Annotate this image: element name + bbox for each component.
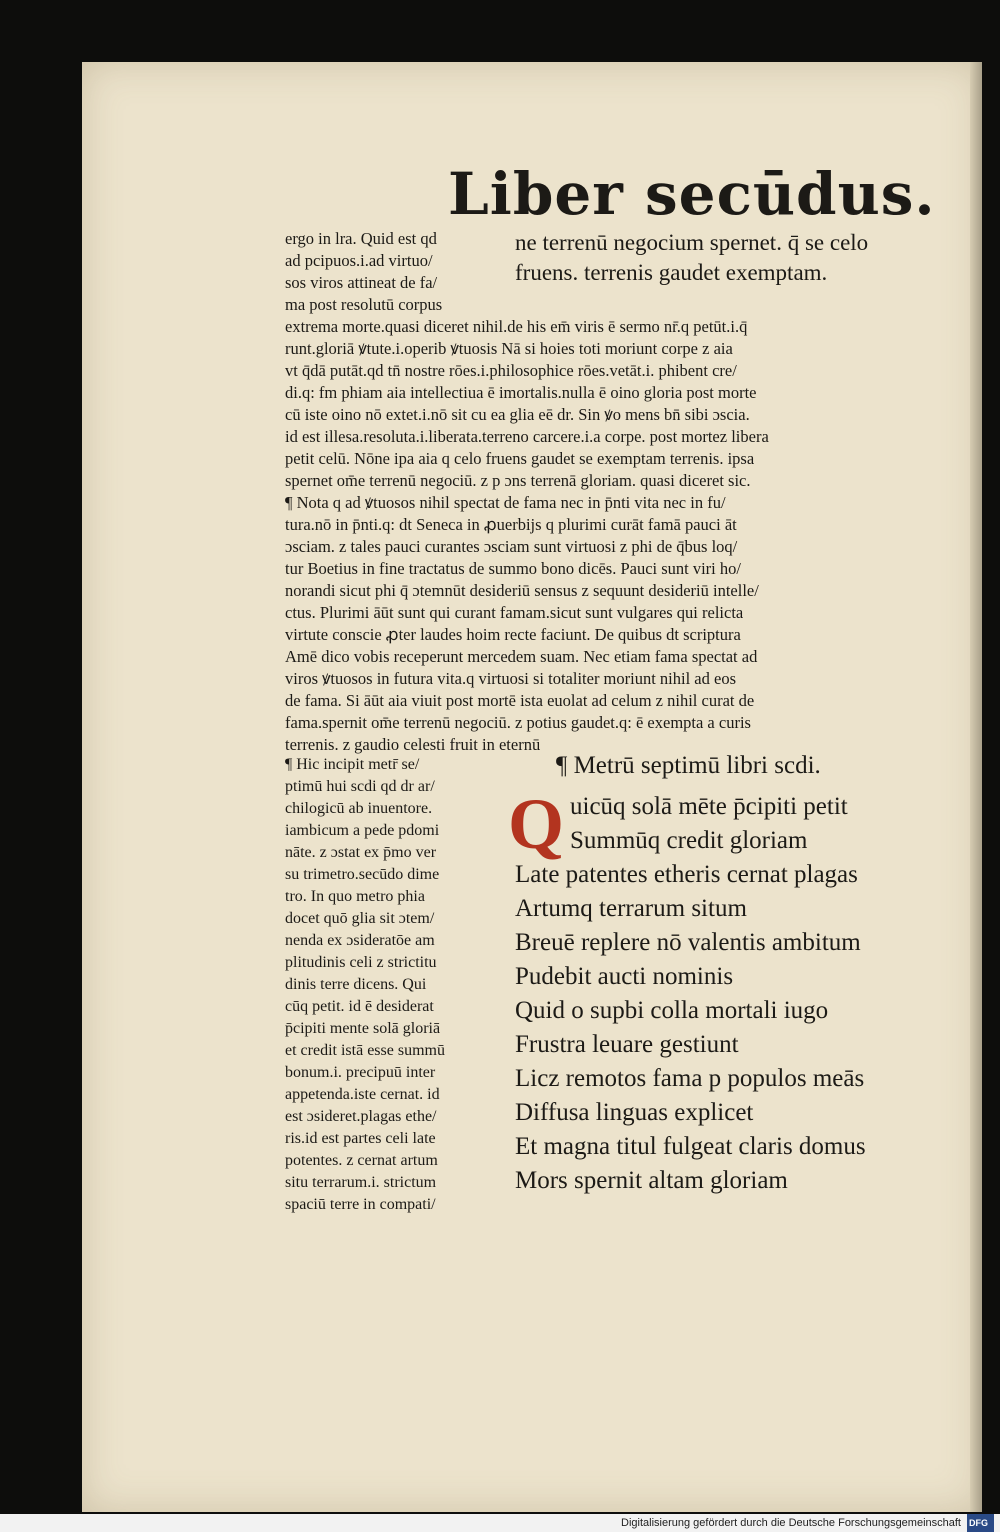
gloss-line: chilogicū ab inuentore.	[285, 800, 433, 817]
gloss-line: nenda ex ɔsideratōe am	[285, 932, 435, 949]
commentary-line: cū iste oino nō extet.i.nō sit cu ea glia eē dr. Sin ꝟo mens bn̄ sibi ɔscia.	[285, 405, 750, 424]
gloss-line: tro. In quo metro phia	[285, 888, 425, 905]
top-left-gloss	[285, 228, 442, 316]
commentary-line: virtute conscie ꝓter laudes hoim recte faciunt. De quibus dt scriptura	[285, 625, 741, 644]
main-commentary	[285, 316, 769, 756]
commentary-line: de fama. Si āūt aia viuit post mortē ista euolat ad celum z nihil curat de	[285, 691, 755, 710]
gloss-line: sos viros attineat de fa/	[285, 273, 438, 292]
gloss-line: nāte. z ɔstat ex p̄mo ver	[285, 844, 437, 861]
gloss-line: cūq petit. id ē desiderat	[285, 998, 434, 1015]
footer-bar	[0, 1514, 1000, 1532]
gloss-line: bonum.i. precipuū inter	[285, 1064, 436, 1081]
gloss-line: appetenda.iste cernat. id	[285, 1086, 440, 1103]
gloss-line: est ɔsideret.plagas ethe/	[285, 1108, 437, 1125]
decorated-initial-q: Q	[508, 784, 565, 864]
verse-line: Artumq terrarum situm	[515, 895, 747, 922]
commentary-line: tur Boetius in fine tractatus de summo bono dicēs. Pauci sunt viri ho/	[285, 559, 741, 578]
verse-line: uicūq solā mēte p̄cipiti petit	[570, 793, 848, 820]
gloss-line: ergo in lra. Quid est qd	[285, 229, 437, 248]
verse-line: Mors spernit altam gloriam	[515, 1167, 788, 1194]
gloss-line: ptimū hui scdi qd dr ar/	[285, 778, 435, 795]
commentary-line: petit celū. Nōne ipa aia q celo fruens gaudet se exemptam terrenis. ipsa	[285, 449, 755, 468]
verse-line: Frustra leuare gestiunt	[515, 1031, 739, 1058]
commentary-line: ɔsciam. z tales pauci curantes ɔsciam sunt virtuosi z phi de q̄bus loq/	[285, 537, 738, 556]
page-heading: Liber secūdus.	[448, 160, 936, 228]
commentary-line: terrenis. z gaudio celesti fruit in eternū	[285, 735, 541, 754]
verse-line-first-block	[570, 790, 848, 858]
commentary-line: viros ꝟtuosos in futura vita.q virtuosi si totaliter moriunt nihil ad eos	[285, 669, 737, 688]
text-line: fruens. terrenis gaudet exemptam.	[515, 260, 828, 285]
verse-line: Summūq credit gloriam	[570, 827, 808, 854]
meter-title: ¶ Metrū septimū libri scdi.	[556, 752, 821, 779]
commentary-line: di.q: fm phiam aia intellectiua ē imortalis.nulla ē oino gloria post morte	[285, 383, 757, 402]
verse-line: Breuē replere nō valentis ambitum	[515, 929, 861, 956]
verse-lines	[515, 858, 866, 1198]
dfg-logo: DFG	[967, 1514, 994, 1532]
footer-text: Digitalisierung gefördert durch die Deutsche Forschungsgemeinschaft	[621, 1517, 961, 1529]
commentary-line: extrema morte.quasi diceret nihil.de his em̄ viris ē sermo nr̄.q petūt.i.q̄	[285, 317, 748, 336]
text-line: ne terrenū negocium spernet. q̄ se celo	[515, 230, 869, 255]
gloss-line: plitudinis celi z strictitu	[285, 954, 437, 971]
commentary-line: fama.spernit om̄e terrenū negociū. z potius gaudet.q: ē exempta a curis	[285, 713, 751, 732]
gloss-line: p̄cipiti mente solā gloriā	[285, 1020, 441, 1037]
gloss-line: spaciū terre in compati/	[285, 1196, 436, 1213]
page-edge	[970, 62, 982, 1512]
verse-line: Late patentes etheris cernat plagas	[515, 861, 858, 888]
gloss-line: potentes. z cernat artum	[285, 1152, 438, 1169]
commentary-line: id est illesa.resoluta.i.liberata.terreno carcere.i.a corpe. post mortez libera	[285, 427, 769, 446]
gloss-line: situ terrarum.i. strictum	[285, 1174, 437, 1191]
gloss-line: ad pcipuos.i.ad virtuo/	[285, 251, 433, 270]
left-gloss-column	[285, 754, 445, 1216]
commentary-line: vt q̄dā putāt.qd tn̄ nostre rōes.i.philosophice rōes.vetāt.i. phibent cre/	[285, 361, 737, 380]
gloss-line: docet quō glia sit ɔtem/	[285, 910, 435, 927]
gloss-line: ¶ Hic incipit metr̄ se/	[285, 756, 420, 773]
gloss-line: ma post resolutū corpus	[285, 295, 443, 314]
verse-line: Diffusa linguas explicet	[515, 1099, 754, 1126]
commentary-line: ¶ Nota q ad ꝟtuosos nihil spectat de fama nec in p̄nti vita nec in fu/	[285, 493, 726, 512]
commentary-line: Amē dico vobis receperunt mercedem suam. Nec etiam fama spectat ad	[285, 647, 758, 666]
gloss-line: ris.id est partes celi late	[285, 1130, 436, 1147]
gloss-line: su trimetro.secūdo dime	[285, 866, 440, 883]
commentary-line: norandi sicut phi q̄ ɔtemnūt desideriū sensus z sequunt desideriū intelle/	[285, 581, 759, 600]
commentary-line: tura.nō in p̄nti.q: dt Seneca in ꝓuerbijs q plurimi curāt famā pauci āt	[285, 515, 737, 534]
gloss-line: et credit istā esse summū	[285, 1042, 445, 1059]
commentary-line: ctus. Plurimi āūt sunt qui curant famam.sicut sunt vulgares qui relicta	[285, 603, 744, 622]
commentary-line: runt.gloriā ꝟtute.i.operib ꝟtuosis Nā si hoies toti moriunt corpe z aia	[285, 339, 733, 358]
top-right-text	[515, 228, 868, 288]
verse-line: Et magna titul fulgeat claris domus	[515, 1133, 866, 1160]
commentary-line: spernet om̄e terrenū negociū. z p ɔns terrenā gloriam. quasi diceret sic.	[285, 471, 751, 490]
gloss-line: dinis terre dicens. Qui	[285, 976, 427, 993]
verse-line: Licz remotos fama p populos meās	[515, 1065, 865, 1092]
gloss-line: iambicum a pede pdomi	[285, 822, 440, 839]
verse-line: Quid o supbi colla mortali iugo	[515, 997, 829, 1024]
verse-line: Pudebit aucti nominis	[515, 963, 734, 990]
